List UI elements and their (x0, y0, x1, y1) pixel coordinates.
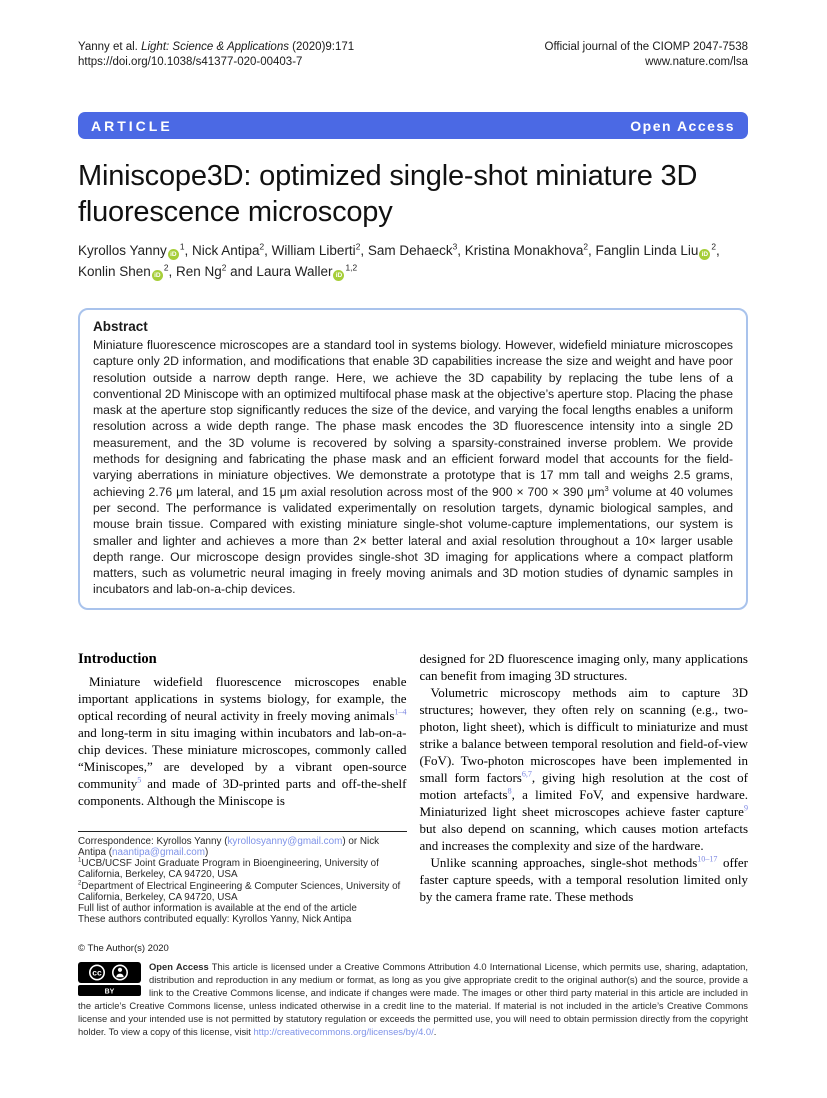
intro-paragraph: Miniature widefield fluorescence microscopes enable important applications in systems biology, for example, the optical recording of neural activity in freely moving animals$^{1-4}$ and long-term in situ imaging within incubators and lab-on-a-chip devices. These miniature microscopes, commonly called “Miniscopes,” are developed by a vibrant open-source community$^5$ and made of 3D-printed parts and off-the-shelf components. Although the Miniscope is (78, 673, 407, 808)
license-footer (78, 943, 748, 1038)
footnote-divider (78, 831, 407, 832)
header-right (545, 40, 749, 70)
superscript: 2 (711, 241, 716, 252)
article-title: Miniscope3D: optimized single-shot miniature 3D fluorescence microscopy (78, 160, 698, 228)
superscript: 2 (259, 241, 265, 252)
article-label: ARTICLE (91, 117, 173, 134)
reference-link[interactable]: 5 (137, 775, 142, 785)
author-list: Kyrollos Yanny $iD^1$, Nick Antipa$^2$, William Liberti$^2$, Sam Dehaeck$^3$, Kristina Monakhova$^2$, Fanglin Linda Liu $iD^2$, Konlin Shen $iD^2$, Ren Ng$^2$ and Laura Waller iD$^{1,2}$ (78, 241, 720, 279)
orcid-icon[interactable]: iD (333, 270, 344, 281)
reference-link[interactable]: 1–4 (394, 707, 407, 717)
cc-by-badge-icon[interactable] (78, 962, 141, 996)
italic-text: Light: Science & Applications (141, 41, 289, 53)
citation: Yanny et al. Light: Science & Applications (2020)9:171 (78, 41, 355, 53)
license-block (78, 960, 748, 1038)
svg-text:cc: cc (92, 967, 102, 978)
abstract-box (78, 308, 748, 610)
superscript: 2 (221, 262, 227, 273)
footnotes (78, 831, 407, 926)
bold-text: Open Access (149, 961, 209, 973)
open-access-label: Open Access (630, 117, 735, 134)
superscript: 2 (78, 879, 82, 887)
orcid-icon[interactable]: iD (152, 270, 163, 281)
article-type-banner (78, 112, 748, 139)
superscript: 1 (78, 856, 82, 864)
abstract-heading: Abstract (93, 319, 148, 334)
reference-link[interactable]: 8 (507, 786, 512, 796)
superscript: 3 (452, 241, 458, 252)
reference-link[interactable]: 9 (743, 803, 748, 813)
equal-contribution-note: These authors contributed equally: Kyrollos Yanny, Nick Antipa (78, 914, 352, 926)
right-column (420, 650, 749, 926)
affiliation-2: $^2$Department of Electrical Engineering & Computer Sciences, University of California, Berkeley, CA 94720, USA (78, 879, 401, 903)
copyright-line: © The Author(s) 2020 (78, 943, 169, 955)
doi-link[interactable]: https://doi.org/10.1038/s41377-020-00403-7 (78, 56, 303, 68)
hyperlink[interactable]: naantipa@gmail.com (112, 846, 205, 858)
reference-link[interactable]: 6,7 (521, 769, 532, 779)
author-info-note: Full list of author information is available at the end of the article (78, 902, 357, 914)
svg-text:BY: BY (104, 988, 115, 996)
reference-link[interactable]: 10–17 (697, 854, 718, 864)
introduction-heading: Introduction (78, 650, 157, 667)
journal-info: Official journal of the CIOMP 2047-7538 (544, 41, 748, 53)
intro-paragraph: designed for 2D fluorescence imaging only, many applications can benefit from imaging 3D structures. (419, 650, 748, 683)
correspondence-note: Correspondence: Kyrollos Yanny (kyrollosyanny@gmail.com) or Nick Antipa (naantipa@gmail.com) (78, 835, 380, 858)
journal-url-link[interactable]: www.nature.com/lsa (645, 56, 748, 68)
hyperlink[interactable]: http://creativecommons.org/licenses/by/4.0/ (253, 1026, 434, 1038)
orcid-icon[interactable]: iD (168, 249, 179, 260)
superscript: 3 (604, 483, 609, 493)
superscript: 1,2 (345, 262, 358, 273)
orcid-icon[interactable]: iD (699, 249, 710, 260)
header (78, 40, 748, 70)
header-left (78, 40, 354, 70)
abstract-text: Miniature fluorescence microscopes are a standard tool in systems biology. However, widefield miniature microscopes capture only 2D information, and modifications that enable 3D capabilities increase the size and weight and have poor resolution outside a narrow depth range. Here, we achieve the 3D capability by replacing the tube lens of a conventional 2D Miniscope with an optimized multifocal phase mask at the objective’s aperture stop. Placing the phase mask at the aperture stop significantly reduces the size of the device, and varying the focal lengths enables a uniform resolution across a wide depth range. The phase mask encodes the 3D fluorescence intensity into a single 2D measurement, and the 3D volume is recovered by solving a sparsity-constrained inverse problem. We provide methods for designing and fabricating the phase mask and an efficient forward model that accounts for the field-varying aberrations in miniature objectives. We demonstrate a prototype that is 17 mm tall and weighs 2.5 grams, achieving 2.76 μm lateral, and 15 μm axial resolution across most of the 900 × 700 × 390 $\mu m^3$ volume at 40 volumes per second. The performance is validated experimentally on resolution targets, dynamic biological samples, and mouse brain tissue. Compared with existing miniature single-shot volume-capture implementations, our system is smaller and lighter and achieves a more than 2× better lateral and axial resolution throughout a 10× larger usable depth range. Our microscope design provides single-shot 3D imaging for applications where a compact platform matters, such as volumetric neural imaging in freely moving animals and 3D motion studies of dynamic samples in incubators and lab-on-a-chip devices. (93, 338, 733, 597)
body-columns (78, 650, 748, 926)
superscript: 1 (179, 241, 185, 252)
intro-paragraph: Volumetric microscopy methods aim to capture 3D structures; however, they often rely on scanning (e.g., two-photon, light sheet), which is difficult to miniaturize and must strike a balance between temporal resolution and field-of-view (FoV). Two-photon microscopes have been implemented in small form factors$^{6,7}$, giving high resolution at the cost of motion artefacts$^8$, a limited FoV, and expensive hardware. Miniaturized light sheet microscopes achieve faster capture$^9$ but also depend on scanning, which causes motion artefacts and increases the complexity and size of the hardware. (419, 684, 748, 853)
left-column (78, 650, 407, 926)
affiliation-1: $^1$UCB/UCSF Joint Graduate Program in Bioengineering, University of California, Berkeley, CA 94720, USA (78, 856, 379, 881)
hyperlink[interactable]: kyrollosyanny@gmail.com (227, 835, 343, 847)
intro-paragraph: Unlike scanning approaches, single-shot methods$^{10-17}$ offer faster capture speeds, with a temporal resolution limited only by the camera frame rate. These methods (419, 854, 748, 904)
license-text: Open Access This article is licensed under a Creative Commons Attribution 4.0 International License, which permits use, sharing, adaptation, distribution and reproduction in any medium or format, as long as you give appropriate credit to the original author(s) and the source, provide a link to the Creative Commons license, and indicate if changes were made. The images or other third party material in this article are included in the article’s Creative Commons license, unless indicated otherwise in a credit line to the material. If material is not included in the article’s Creative Commons license and your intended use is not permitted by statutory regulation or exceeds the permitted use, you will need to obtain permission directly from the copyright holder. To view a copy of this license, visit http://creativecommons.org/licenses/by/4.0/. (78, 961, 748, 1038)
superscript: 2 (163, 262, 169, 273)
superscript: 2 (355, 241, 361, 252)
superscript: 2 (583, 241, 589, 252)
